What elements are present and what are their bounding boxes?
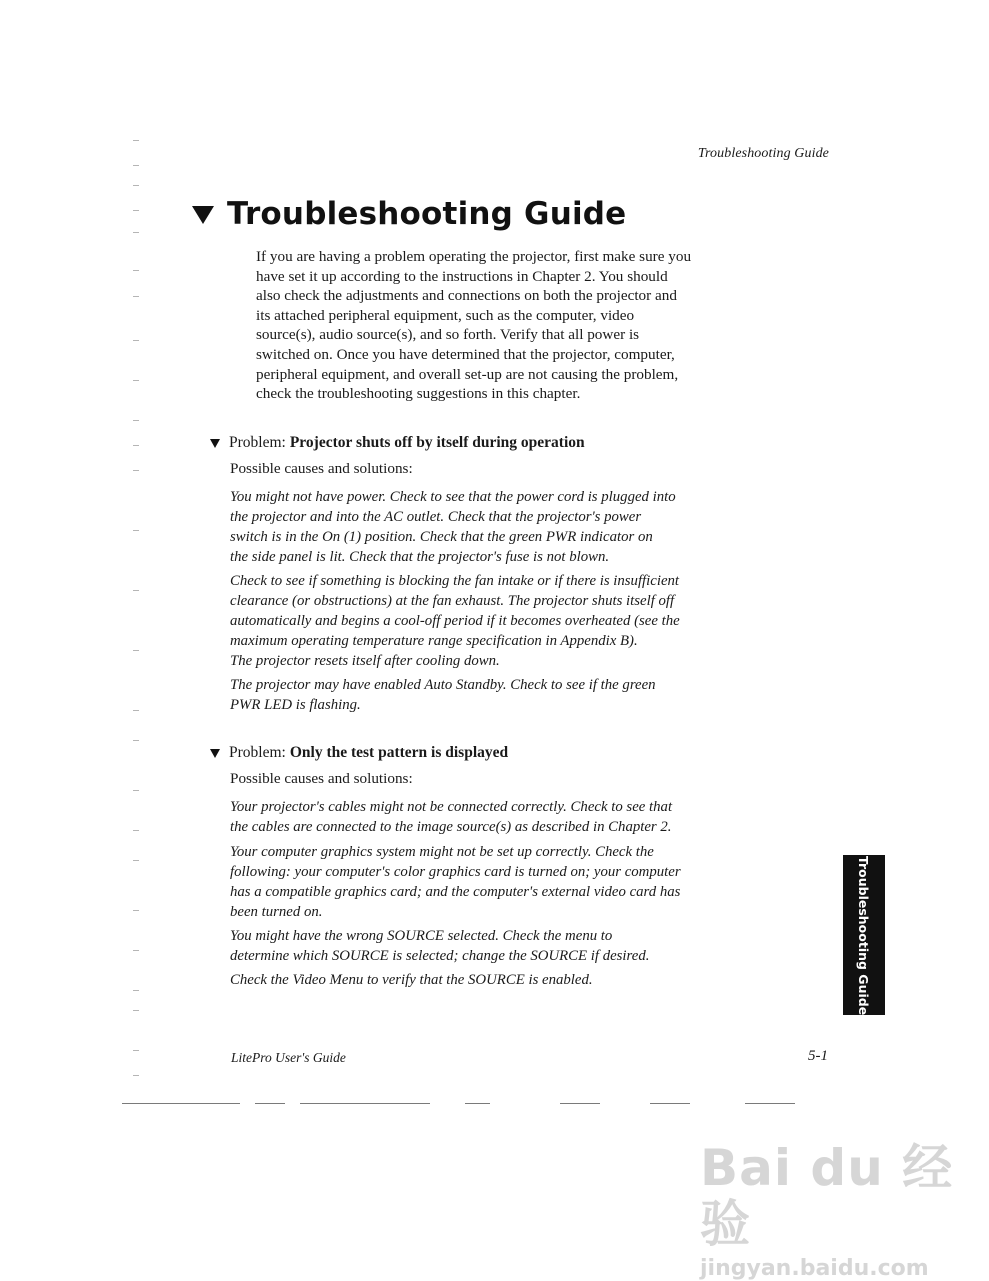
intro-line: its attached peripheral equipment, such as the computer, video (256, 306, 635, 324)
intro-paragraph (256, 247, 706, 404)
solution-paragraph (230, 675, 710, 715)
solution-line: following: your computer's color graphics card is turned on; your computer (230, 864, 681, 880)
problem-prefix: Problem: (229, 434, 286, 451)
scan-rule (465, 1103, 490, 1104)
intro-line: If you are having a problem operating the projector, first make sure you (256, 248, 692, 265)
chapter-heading (192, 196, 626, 232)
scan-rule (122, 1103, 240, 1104)
scan-rule (745, 1103, 795, 1104)
triangle-bullet-icon (210, 439, 220, 448)
margin-tick (133, 380, 139, 381)
margin-tick (133, 296, 139, 297)
margin-tick (133, 1075, 139, 1076)
solution-paragraph (230, 970, 710, 990)
solution-line: the side panel is lit. Check that the projector's fuse is not blown. (230, 549, 610, 565)
solution-paragraph (230, 842, 710, 922)
problem-heading (210, 744, 508, 762)
solution-line: Check to see if something is blocking the fan intake or if there is insufficient (230, 573, 680, 589)
margin-tick (133, 420, 139, 421)
solution-line: determine which SOURCE is selected; change the SOURCE if desired. (230, 948, 650, 964)
triangle-bullet-icon (210, 749, 220, 758)
intro-line: have set it up according to the instructions in Chapter 2. You should (256, 267, 668, 285)
margin-tick (133, 910, 139, 911)
solution-line: You might have the wrong SOURCE selected. Check the menu to (230, 928, 613, 944)
chapter-thumb-tab (843, 855, 885, 1015)
solution-line: has a compatible graphics card; and the computer's external video card has (230, 884, 681, 900)
margin-tick (133, 270, 139, 271)
triangle-bullet-icon (192, 206, 214, 224)
margin-tick (133, 210, 139, 211)
chapter-title: Troubleshooting Guide (227, 196, 627, 232)
causes-label: Possible causes and solutions: (230, 770, 413, 787)
solution-line: Your computer graphics system might not be set up correctly. Check the (230, 844, 654, 860)
margin-tick (133, 232, 139, 233)
solution-paragraph (230, 487, 710, 567)
margin-tick (133, 650, 139, 651)
margin-tick (133, 590, 139, 591)
solution-paragraph (230, 571, 710, 671)
margin-tick (133, 830, 139, 831)
solution-line: You might not have power. Check to see that the power cord is plugged into (230, 489, 676, 505)
problem-title: Projector shuts off by itself during operation (289, 434, 585, 451)
margin-tick (133, 790, 139, 791)
margin-tick (133, 950, 139, 951)
solution-line: switch is in the On (1) position. Check that the green PWR indicator on (230, 529, 653, 545)
solution-line: The projector resets itself after cooling down. (230, 653, 500, 669)
solution-line: PWR LED is flashing. (230, 697, 361, 713)
margin-tick (133, 1050, 139, 1051)
watermark (700, 1140, 989, 1281)
margin-tick (133, 340, 139, 341)
watermark-url: jingyan.baidu.com (700, 1256, 929, 1281)
solution-line: maximum operating temperature range specification in Appendix B). (230, 633, 638, 649)
intro-line: peripheral equipment, and overall set-up are not causing the problem, (256, 365, 679, 383)
solution-line: automatically and begins a cool-off period if it becomes overheated (see the (230, 613, 680, 629)
problem-prefix: Problem: (229, 744, 286, 761)
margin-tick (133, 445, 139, 446)
margin-tick (133, 185, 139, 186)
problem-heading (210, 434, 585, 452)
running-head: Troubleshooting Guide (697, 146, 829, 161)
intro-line: also check the adjustments and connections on both the projector and (256, 287, 677, 305)
intro-line: check the troubleshooting suggestions in this chapter. (256, 385, 581, 403)
scan-rule (255, 1103, 285, 1104)
solution-line: been turned on. (230, 904, 323, 920)
solution-paragraph (230, 926, 710, 966)
margin-tick (133, 530, 139, 531)
margin-tick (133, 140, 139, 141)
intro-line: switched on. Once you have determined that the projector, computer, (256, 345, 675, 363)
margin-tick (133, 1010, 139, 1011)
solution-paragraph (230, 797, 710, 837)
watermark-logo: Bai du 经验 (700, 1139, 954, 1253)
solution-line: the projector and into the AC outlet. Check that the projector's power (230, 509, 642, 525)
scan-rule (560, 1103, 600, 1104)
footer-book-title: LitePro User's Guide (231, 1050, 346, 1065)
solution-line: Check the Video Menu to verify that the SOURCE is enabled. (230, 972, 593, 988)
solution-line: Your projector's cables might not be connected correctly. Check to see that (230, 799, 673, 815)
intro-line: source(s), audio source(s), and so forth. Verify that all power is (256, 326, 640, 344)
solution-line: clearance (or obstructions) at the fan exhaust. The projector shuts itself off (230, 593, 675, 609)
solution-line: the cables are connected to the image source(s) as described in Chapter 2. (230, 819, 672, 835)
page-number: 5-1 (808, 1048, 828, 1064)
margin-tick (133, 860, 139, 861)
margin-tick (133, 740, 139, 741)
problem-title: Only the test pattern is displayed (289, 744, 509, 761)
solution-line: The projector may have enabled Auto Standby. Check to see if the green (230, 677, 656, 693)
margin-tick (133, 990, 139, 991)
causes-label: Possible causes and solutions: (230, 460, 413, 477)
scan-rule (650, 1103, 690, 1104)
chapter-thumb-tab-label: Troubleshooting Guide (856, 855, 872, 1015)
margin-tick (133, 165, 139, 166)
margin-tick (133, 710, 139, 711)
margin-tick (133, 470, 139, 471)
scan-rule (300, 1103, 430, 1104)
